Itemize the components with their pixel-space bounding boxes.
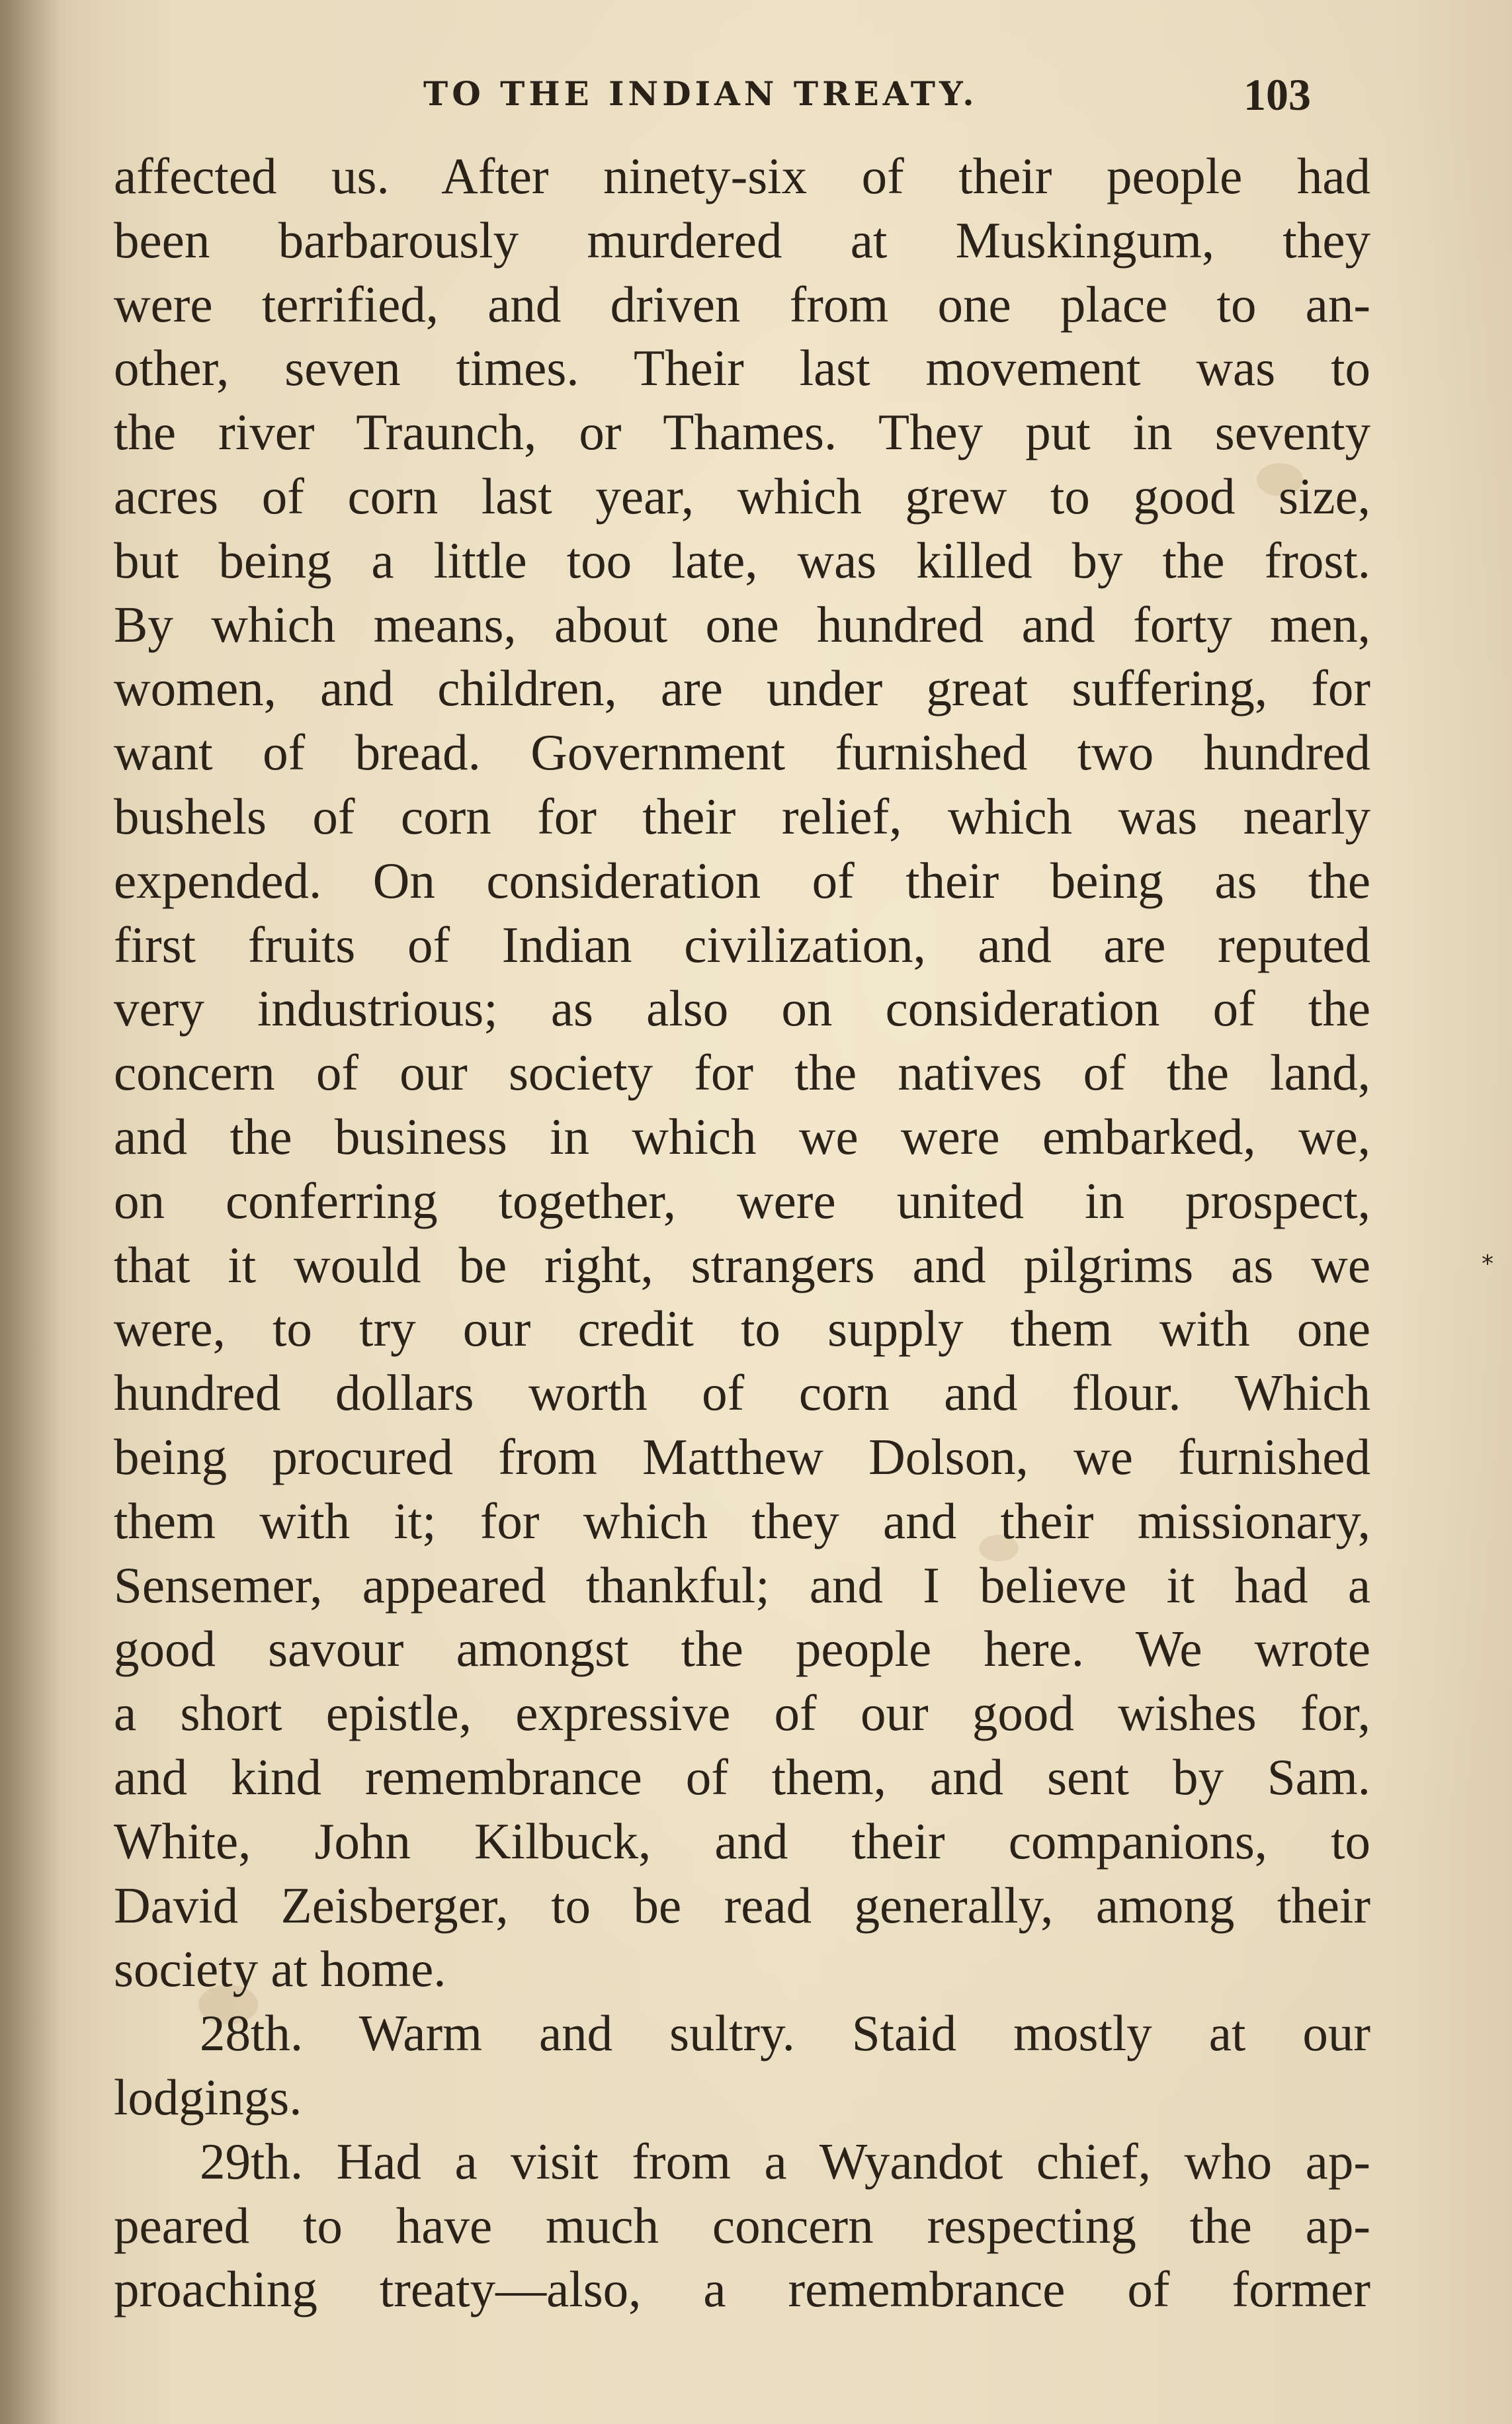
text-line: good savour amongst the people here. We wrote xyxy=(114,1620,1370,1678)
text-line: and the business in which we were embarked, we, xyxy=(114,1107,1370,1165)
text-line: White, John Kilbuck, and their companions, to xyxy=(114,1812,1370,1870)
text-line: being procured from Matthew Dolson, we furnished xyxy=(114,1428,1370,1485)
running-head-title: TO THE INDIAN TREATY. xyxy=(423,74,978,113)
body-text xyxy=(114,144,1370,2321)
text-line: concern of our society for the natives of the land, xyxy=(114,1044,1370,1102)
text-line: bushels of corn for their relief, which was nearly xyxy=(114,787,1370,845)
running-head xyxy=(0,69,1512,134)
text-line: 29th. Had a visit from a Wyandot chief, who ap- xyxy=(200,2132,1370,2190)
text-line: very industrious; as also on consideration of the xyxy=(114,980,1370,1037)
text-line: on conferring together, were united in prospect, xyxy=(114,1172,1370,1229)
text-line: acres of corn last year, which grew to good size, xyxy=(114,467,1370,525)
text-line: expended. On consideration of their being as the xyxy=(114,851,1370,909)
text-line: were terrified, and driven from one place to an- xyxy=(114,275,1370,333)
text-line: first fruits of Indian civilization, and are reputed xyxy=(114,916,1370,973)
text-line: the river Traunch, or Thames. They put in seventy xyxy=(114,404,1370,461)
page-number: 103 xyxy=(1243,69,1311,120)
text-line: that it would be right, strangers and pilgrims as we xyxy=(114,1236,1370,1293)
text-line: other, seven times. Their last movement was to xyxy=(114,339,1370,397)
text-line: them with it; for which they and their missionary, xyxy=(114,1492,1370,1549)
margin-mark: * xyxy=(1482,1250,1493,1277)
text-line: By which means, about one hundred and forty men, xyxy=(114,595,1370,653)
text-line: were, to try our credit to supply them with one xyxy=(114,1300,1370,1358)
paragraph xyxy=(114,2001,1370,2130)
paragraph xyxy=(114,2130,1370,2321)
text-line: and kind remembrance of them, and sent by Sam. xyxy=(114,1748,1370,1805)
text-line: peared to have much concern respecting the ap- xyxy=(114,2196,1370,2254)
text-line: hundred dollars worth of corn and flour. Which xyxy=(114,1364,1370,1422)
text-line: 28th. Warm and sultry. Staid mostly at our xyxy=(200,2005,1370,2062)
text-line: but being a little too late, was killed by the frost. xyxy=(114,531,1370,589)
text-line: affected us. After ninety-six of their people had xyxy=(114,148,1370,204)
paragraph xyxy=(114,144,1370,2001)
text-line: David Zeisberger, to be read generally, among their xyxy=(114,1876,1370,1934)
text-line: want of bread. Government furnished two hundred xyxy=(114,724,1370,781)
gutter-shadow xyxy=(0,0,60,2424)
text-line: women, and children, are under great suffering, for xyxy=(114,660,1370,717)
text-line: been barbarously murdered at Muskingum, they xyxy=(114,211,1370,269)
text-line: proaching treaty—also, a remembrance of former xyxy=(114,2261,1370,2318)
text-line: lodgings. xyxy=(114,2068,302,2126)
text-line: a short epistle, expressive of our good wishes for, xyxy=(114,1684,1370,1742)
text-line: Sensemer, appeared thankful; and I believe it had a xyxy=(114,1556,1370,1614)
text-line: society at home. xyxy=(114,1940,446,1998)
